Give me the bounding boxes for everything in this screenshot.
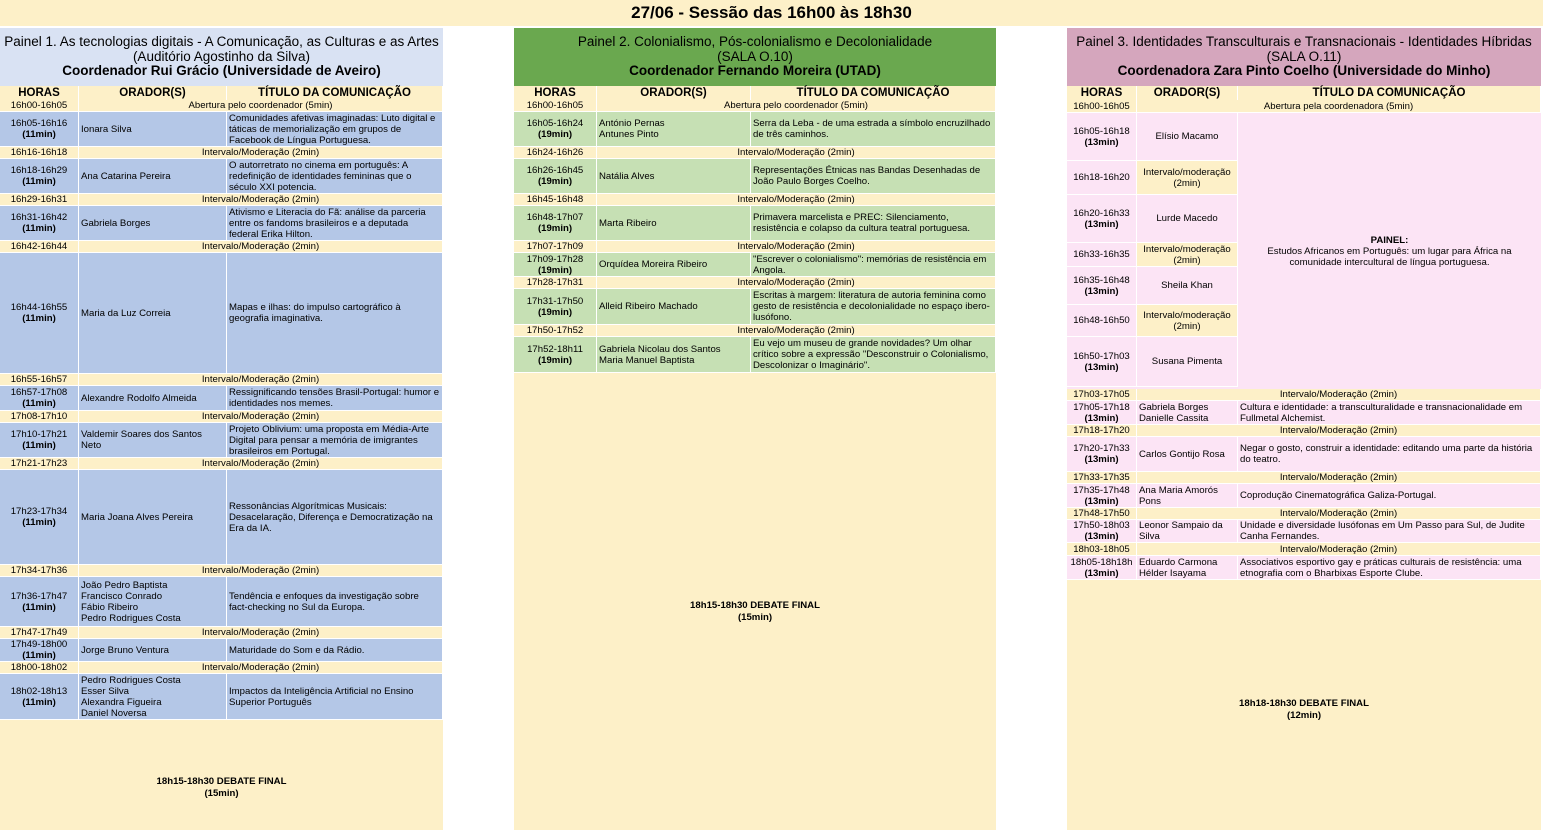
panel-1-header [0, 28, 443, 86]
speaker-cell: Ana Catarina Pereira [79, 159, 227, 193]
duration: (13min) [1084, 361, 1119, 373]
speaker-cell: Gabriela Nicolau dos Santos Maria Manuel Baptista [597, 337, 751, 372]
duration: (11min) [22, 129, 56, 140]
talk-title: Impactos da Inteligência Artificial no Ensino Superior Português [227, 674, 443, 719]
time-cell [1067, 472, 1137, 483]
duration: (11min) [22, 176, 56, 187]
break-row [0, 565, 443, 577]
time-cell [0, 159, 79, 193]
talk-title: "Escrever o colonialismo": memórias de resistência em Angola. [751, 253, 996, 276]
time-range: 16h44-16h55 [10, 302, 68, 313]
break-text: Intervalo/Moderação (2min) [79, 627, 443, 638]
time-cell [1067, 243, 1137, 266]
time-range: 16h05-16h24 [526, 118, 584, 129]
break-row [0, 241, 443, 253]
time-cell [0, 577, 79, 626]
panel-2-header [514, 28, 996, 86]
time-range: 18h05-18h18h [1070, 556, 1133, 568]
break-row [514, 277, 996, 289]
speaker-cell: Maria da Luz Correia [79, 253, 227, 373]
talk-row [1067, 520, 1541, 543]
talk-title: Escritas à margem: literatura de autoria feminina como gesto de resistência e decolonialidade no espaço ibero-lusófono. [751, 289, 996, 324]
break-row [514, 241, 996, 253]
time-range: 16h24-16h26 [526, 147, 584, 158]
col-orador: ORADOR(S) [79, 86, 227, 100]
time-range: 17h50-17h52 [526, 325, 584, 336]
debate-duration: (12min) [1286, 710, 1322, 721]
time-range: 17h36-17h47 [10, 590, 68, 602]
time-range: 17h20-17h33 [1073, 443, 1130, 454]
speaker-cell: Carlos Gontijo Rosa [1137, 437, 1238, 471]
time-cell [1067, 337, 1137, 386]
painel-block-schedule [1067, 113, 1238, 389]
speaker-cell: Ionara Silva [79, 112, 227, 146]
talk-title: Tendência e enfoques da investigação sobre fact-checking no Sul da Europa. [227, 577, 443, 626]
time-range: 17h23-17h34 [10, 506, 68, 517]
time-range: 16h55-16h57 [10, 374, 68, 385]
panel-3-header [1067, 28, 1541, 86]
speaker-cell: Sheila Khan [1137, 267, 1238, 304]
time-range: 16h50-17h03 [1073, 350, 1130, 362]
break-text: Intervalo/Moderação (2min) [597, 325, 996, 336]
break-text: Intervalo/Moderação (2min) [79, 458, 443, 469]
panel-3-debate [1067, 698, 1541, 722]
talk-row [0, 423, 443, 458]
time-range: 16h33-16h35 [1073, 249, 1130, 260]
break-row [514, 147, 996, 159]
time-range: 17h07-17h09 [526, 241, 584, 252]
talk-title: Serra da Leba - de uma estrada a símbolo encruzilhado de três caminhos. [751, 112, 996, 146]
talk-row [0, 577, 443, 627]
painel-break-row [1067, 305, 1238, 337]
break-text: Intervalo/Moderação (2min) [597, 277, 996, 288]
time-cell [514, 147, 597, 158]
duration: (13min) [1084, 285, 1119, 297]
painel-talk-row [1067, 337, 1238, 387]
break-text: Intervalo/Moderação (2min) [597, 194, 996, 205]
time-range: 17h08-17h10 [10, 411, 68, 422]
time-cell: 16h00-16h05 [1067, 100, 1137, 112]
break-text: Intervalo/Moderação (2min) [79, 411, 443, 422]
break-text: Intervalo/Moderação (2min) [597, 147, 996, 158]
panel-3-painel-block [1067, 113, 1541, 389]
time-cell [1067, 425, 1137, 436]
time-cell [1067, 520, 1137, 542]
break-row [514, 325, 996, 337]
time-range: 16h26-16h45 [526, 165, 584, 176]
break-row [0, 147, 443, 159]
panel-2-coordinator: Coordenador Fernando Moreira (UTAD) [629, 63, 881, 79]
time-range: 17h50-18h03 [1073, 520, 1130, 531]
break-text: Intervalo/Moderação (2min) [79, 194, 443, 205]
duration: (13min) [1084, 454, 1119, 465]
talk-row [1067, 401, 1541, 425]
col-titulo: TÍTULO DA COMUNICAÇÃO [751, 86, 996, 100]
panel-2-schedule [514, 100, 996, 373]
panel-3-room: (SALA O.11) [1266, 48, 1342, 64]
break-row [514, 194, 996, 206]
painel-label: PAINEL: [1370, 234, 1409, 246]
duration: (11min) [22, 650, 56, 661]
time-cell [0, 206, 79, 240]
time-range: 17h28-17h31 [526, 277, 584, 288]
break-row [0, 662, 443, 674]
speaker-cell: Orquídea Moreira Ribeiro [597, 253, 751, 276]
time-cell [1067, 161, 1137, 194]
time-range: 18h00-18h02 [10, 662, 68, 673]
talk-title: Projeto Oblivium: uma proposta em Média-Arte Digital para pensar a memória de imigrantes brasileiros em Portugal. [227, 423, 443, 457]
speaker-cell: Susana Pimenta [1137, 337, 1238, 386]
time-cell [0, 411, 79, 422]
panel-3-schedule [1067, 389, 1541, 580]
break-row [1067, 472, 1541, 484]
panel-3-title: Painel 3. Identidades Transculturais e Transnacionais - Identidades Híbridas [1076, 34, 1532, 50]
talk-title: Maturidade do Som e da Rádio. [227, 639, 443, 661]
time-cell [514, 159, 597, 193]
speaker-cell: Marta Ribeiro [597, 206, 751, 240]
duration: (13min) [1084, 412, 1119, 424]
duration: (13min) [1084, 567, 1119, 579]
time-range: 16h18-16h29 [10, 165, 68, 176]
duration: (19min) [537, 129, 573, 140]
time-range: 16h31-16h42 [10, 212, 68, 223]
panel-2 [514, 28, 996, 830]
time-range: 16h42-16h44 [10, 241, 68, 252]
duration: (11min) [22, 601, 56, 613]
break-text: Intervalo/moderação (2min) [1137, 161, 1238, 194]
time-cell [1067, 195, 1137, 242]
duration: (11min) [22, 440, 56, 451]
debate-duration: (15min) [204, 788, 239, 799]
painel-title: Estudos Africanos em Português: um lugar para África na comunidade intercultural de língua portuguesa. [1267, 245, 1512, 268]
talk-row [1067, 556, 1541, 580]
panel-2-title: Painel 2. Colonialismo, Pós-colonialismo e Decolonialidade [577, 34, 933, 50]
speaker-cell: Elísio Macamo [1137, 113, 1238, 160]
talk-title: Representações Étnicas nas Bandas Desenhadas de João Paulo Borges Coelho. [751, 159, 996, 193]
time-cell [1067, 556, 1137, 579]
painel-break-row [1067, 161, 1238, 195]
speaker-cell: Alexandre Rodolfo Almeida [79, 386, 227, 410]
time-cell [0, 241, 79, 252]
time-range: 16h05-16h18 [1073, 125, 1130, 137]
time-cell [0, 674, 79, 719]
talk-row [0, 470, 443, 565]
time-cell [0, 100, 79, 111]
time-cell [514, 241, 597, 252]
time-cell [0, 639, 79, 661]
time-cell [0, 662, 79, 673]
talk-title: O autorretrato no cinema em português: A redefinição de identidades femininas que o século XXI potencia. [227, 159, 443, 193]
time-cell [0, 470, 79, 564]
time-range: 17h05-17h18 [1073, 401, 1130, 413]
panel-1-debate [0, 776, 443, 800]
duration: (19min) [537, 176, 573, 187]
time-range: 17h33-17h35 [1073, 472, 1130, 483]
panel-3-coordinator: Coordenadora Zara Pinto Coelho (Universidade do Minho) [1117, 63, 1491, 79]
speaker-cell: Jorge Bruno Ventura [79, 639, 227, 661]
painel-talk-row [1067, 267, 1238, 305]
debate-label: 18h15-18h30 DEBATE FINAL [690, 600, 820, 611]
break-text: Intervalo/Moderação (2min) [1137, 543, 1541, 555]
talk-title: Ativismo e Literacia do Fã: análise da parceria entre os fandoms brasileiros e a deputada federal Erika Hilton. [227, 206, 443, 240]
talk-title: Mapas e ilhas: do impulso cartográfico à geografia imaginativa. [227, 253, 443, 373]
time-range: 17h47-17h49 [10, 627, 68, 638]
break-text: Intervalo/Moderação (2min) [1137, 508, 1541, 519]
time-cell [0, 423, 79, 457]
talk-title: Ressonâncias Algorítmicas Musicais: Desacelaração, Diferença e Democratização na Era da IA. [227, 470, 443, 564]
break-row [0, 194, 443, 206]
col-titulo: TÍTULO DA COMUNICAÇÃO [1238, 86, 1541, 100]
duration: (11min) [22, 223, 56, 234]
panel-1-coordinator: Coordenador Rui Grácio (Universidade de Aveiro) [62, 63, 381, 79]
speaker-cell: António Pernas Antunes Pinto [597, 112, 751, 146]
time-range: 17h18-17h20 [1073, 425, 1130, 436]
duration: (11min) [22, 313, 56, 324]
time-range: 17h10-17h21 [10, 429, 68, 440]
time-range: 18h02-18h13 [10, 685, 68, 697]
break-row [1067, 425, 1541, 437]
break-text: Intervalo/Moderação (2min) [1137, 389, 1541, 400]
talk-row [1067, 484, 1541, 508]
time-range: 17h48-17h50 [1073, 508, 1130, 519]
break-row [0, 458, 443, 470]
time-cell [0, 253, 79, 373]
break-text: Intervalo/moderação (2min) [1137, 305, 1238, 336]
speaker-cell: Eduardo Carmona Hélder Isayama [1137, 556, 1238, 579]
duration: (19min) [537, 354, 573, 366]
panel-1-schedule [0, 100, 443, 720]
duration: (13min) [1084, 495, 1119, 507]
duration: (19min) [537, 264, 573, 276]
debate-duration: (15min) [737, 612, 773, 623]
duration: (19min) [537, 223, 573, 234]
col-horas: HORAS [1067, 86, 1137, 100]
time-range: 16h00-16h05 [10, 100, 68, 111]
break-row [0, 100, 443, 112]
break-text: Intervalo/Moderação (2min) [79, 662, 443, 673]
time-cell [0, 386, 79, 410]
speaker-cell: Ana Maria Amorós Pons [1137, 484, 1238, 507]
talk-row [0, 159, 443, 194]
duration: (11min) [22, 517, 56, 528]
painel-break-row [1067, 243, 1238, 267]
time-range: 16h48-17h07 [526, 212, 584, 223]
break-text: Intervalo/Moderação (2min) [79, 565, 443, 576]
talk-title: Associativos esportivo gay e práticas culturais de resistência: uma etnografia com o Bharbixas Esporte Clube. [1238, 556, 1541, 579]
talk-row [514, 206, 996, 241]
talk-row [0, 206, 443, 241]
talk-title: Eu vejo um museu de grande novidades? Um olhar crítico sobre a expressão "Desconstruir o Colonialismo, Descolonizar o Imaginário". [751, 337, 996, 372]
time-range: 17h09-17h28 [526, 253, 584, 265]
break-text: Intervalo/Moderação (2min) [597, 241, 996, 252]
time-cell [514, 100, 597, 111]
time-cell [514, 337, 597, 372]
panel-3-column-headers [1067, 86, 1541, 100]
talk-row [1067, 437, 1541, 472]
duration: (19min) [537, 306, 573, 318]
time-cell [1067, 437, 1137, 471]
talk-title: Ressignificando tensões Brasil-Portugal: humor e identidades nos memes. [227, 386, 443, 410]
talk-row [0, 253, 443, 374]
break-text: Intervalo/Moderação (2min) [1137, 472, 1541, 483]
speaker-cell: Gabriela Borges [79, 206, 227, 240]
time-cell [0, 458, 79, 469]
duration: (13min) [1084, 218, 1119, 230]
time-cell [1067, 305, 1137, 336]
time-cell [0, 147, 79, 158]
time-cell [1067, 389, 1137, 400]
time-range: 16h57-17h08 [10, 387, 68, 398]
break-text: Intervalo/Moderação (2min) [79, 374, 443, 385]
duration: (13min) [1084, 136, 1119, 148]
time-cell [0, 374, 79, 385]
time-range: 16h20-16h33 [1073, 207, 1130, 219]
talk-row [0, 112, 443, 147]
time-range: 16h45-16h48 [526, 194, 584, 205]
opening-text: Abertura pela coordenadora (5min) [1137, 100, 1541, 112]
time-cell [1067, 508, 1137, 519]
painel-block-title [1238, 113, 1541, 389]
time-cell [514, 206, 597, 240]
time-cell [1067, 543, 1137, 555]
time-cell [0, 112, 79, 146]
panel-2-column-headers [514, 86, 996, 100]
speaker-cell: Maria Joana Alves Pereira [79, 470, 227, 564]
time-range: 16h35-16h48 [1073, 274, 1130, 286]
talk-row [0, 386, 443, 411]
break-row [0, 411, 443, 423]
break-row [514, 100, 996, 112]
speaker-cell: Pedro Rodrigues Costa Esser Silva Alexandra Figueira Daniel Noversa [79, 674, 227, 719]
time-cell [1067, 401, 1137, 424]
time-cell [1067, 267, 1137, 304]
time-range: 17h49-18h00 [10, 639, 68, 650]
break-row [0, 627, 443, 639]
break-row [1067, 389, 1541, 401]
time-range: 16h29-16h31 [10, 194, 68, 205]
time-range: 17h52-18h11 [527, 343, 583, 355]
col-titulo: TÍTULO DA COMUNICAÇÃO [227, 86, 443, 100]
time-range: 17h03-17h05 [1073, 389, 1130, 400]
talk-row [514, 112, 996, 147]
break-row [1067, 543, 1541, 556]
time-cell [514, 112, 597, 146]
time-range: 16h48-16h50 [1073, 315, 1130, 326]
time-range: 18h03-18h05 [1073, 543, 1130, 555]
talk-title: Comunidades afetivas imaginadas: Luto digital e táticas de memorialização em grupos de Facebook de Língua Portuguesa. [227, 112, 443, 146]
speaker-cell: Lurde Macedo [1137, 195, 1238, 242]
painel-talk-row [1067, 113, 1238, 161]
panel-1-room: (Auditório Agostinho da Silva) [132, 48, 311, 64]
talk-row [0, 639, 443, 662]
break-text: Abertura pelo coordenador (5min) [79, 100, 443, 111]
time-cell [514, 253, 597, 276]
panel-3 [1067, 28, 1541, 830]
talk-row [514, 253, 996, 277]
time-cell [0, 565, 79, 576]
debate-label: 18h18-18h30 DEBATE FINAL [1239, 698, 1369, 709]
time-range: 16h05-16h16 [10, 118, 68, 129]
time-cell [0, 627, 79, 638]
panel-1-title: Painel 1. As tecnologias digitais - A Comunicação, as Culturas e as Artes [4, 34, 439, 50]
break-row [0, 374, 443, 386]
break-row [1067, 508, 1541, 520]
panel-1-column-headers [0, 86, 443, 100]
panel-1 [0, 28, 443, 830]
talk-row [514, 159, 996, 194]
speaker-cell: João Pedro Baptista Francisco Conrado Fábio Ribeiro Pedro Rodrigues Costa [79, 577, 227, 626]
break-text: Intervalo/Moderação (2min) [1137, 425, 1541, 436]
duration: (11min) [22, 398, 56, 409]
time-cell [1067, 484, 1137, 507]
col-orador: ORADOR(S) [1137, 86, 1238, 100]
time-cell [514, 194, 597, 205]
talk-title: Primavera marcelista e PREC: Silenciamento, resistência e colapso da cultura teatral portuguesa. [751, 206, 996, 240]
time-cell [514, 277, 597, 288]
break-text: Intervalo/Moderação (2min) [79, 241, 443, 252]
speaker-cell: Leonor Sampaio da Silva [1137, 520, 1238, 542]
break-text: Abertura pelo coordenador (5min) [597, 100, 996, 111]
speaker-cell: Gabriela Borges Danielle Cassita [1137, 401, 1238, 424]
col-orador: ORADOR(S) [597, 86, 751, 100]
col-horas: HORAS [0, 86, 79, 100]
speaker-cell: Alleid Ribeiro Machado [597, 289, 751, 324]
talk-row [514, 337, 996, 373]
talk-title: Coprodução Cinematográfica Galiza-Portugal. [1238, 484, 1541, 507]
talk-row [514, 289, 996, 325]
opening-row [1067, 100, 1541, 113]
time-range: 17h35-17h48 [1073, 484, 1130, 496]
painel-talk-row [1067, 195, 1238, 243]
duration: (13min) [1084, 531, 1119, 542]
time-range: 16h16-16h18 [10, 147, 68, 158]
time-range: 17h21-17h23 [10, 458, 68, 469]
panel-2-debate [514, 600, 996, 624]
session-title: 27/06 - Sessão das 16h00 às 18h30 [0, 0, 1543, 26]
duration: (11min) [22, 696, 56, 708]
talk-title: Unidade e diversidade lusófonas em Um Passo para Sul, de Judite Canha Fernandes. [1238, 520, 1541, 542]
col-horas: HORAS [514, 86, 597, 100]
time-range: 16h00-16h05 [526, 100, 584, 111]
time-range: 16h18-16h20 [1073, 172, 1130, 183]
panel-2-room: (SALA O.10) [717, 48, 793, 64]
time-cell [514, 289, 597, 324]
talk-row [0, 674, 443, 720]
debate-label: 18h15-18h30 DEBATE FINAL [156, 776, 287, 787]
break-text: Intervalo/moderação (2min) [1137, 243, 1238, 266]
break-text: Intervalo/Moderação (2min) [79, 147, 443, 158]
talk-title: Cultura e identidade: a transculturalidade e transnacionalidade em Fullmetal Alchemist. [1238, 401, 1541, 424]
time-range: 17h31-17h50 [526, 295, 584, 307]
time-range: 17h34-17h36 [10, 565, 68, 576]
speaker-cell: Natália Alves [597, 159, 751, 193]
time-cell [514, 325, 597, 336]
talk-title: Negar o gosto, construir a identidade: editando uma parte da história do teatro. [1238, 437, 1541, 471]
time-cell [0, 194, 79, 205]
time-cell [1067, 113, 1137, 160]
speaker-cell: Valdemir Soares dos Santos Neto [79, 423, 227, 457]
